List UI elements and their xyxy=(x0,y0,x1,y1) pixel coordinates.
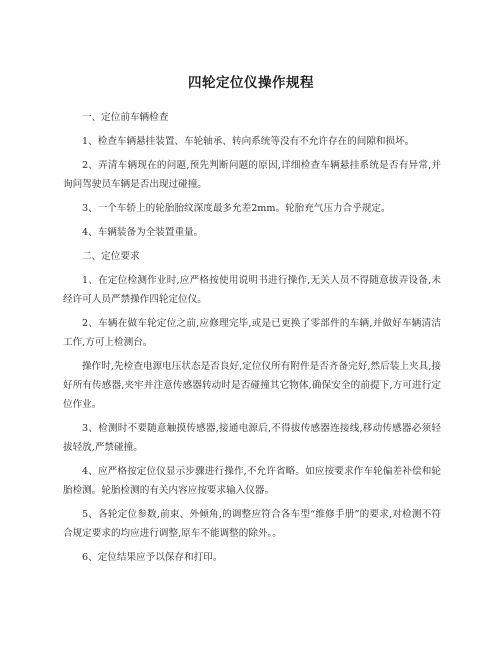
paragraph: 3、一个车轿上的轮胎胎纹深度最多允差2mm。轮胎充气压力合乎规定。 xyxy=(82,203,391,214)
paragraph: 5、各轮定位参数,前束、外倾角,的调整应符合各车型“维修手册”的要求,对检测不符合规定要求的均应进行调整,原车不能调整的除外。。 xyxy=(63,509,441,539)
paragraph: 3、检测时不要随意触摸传感器,接通电源后,不得拔传感器连接线,移动传感器必须轻拔轻放,严禁碰撞。 xyxy=(63,423,441,453)
paragraph: 1、检查车辆悬挂装置、车轮轴承、转向系统等没有不允许存在的间隙和损坏。 xyxy=(82,136,415,147)
paragraph: 2、弄清车辆现在的问题,预先判断问题的原因,详细检查车辆悬挂系统是否有异常,并询问驾驶员车辆是否出现过碰撞。 xyxy=(63,160,441,190)
section-heading: 二、定位要求 xyxy=(82,251,140,262)
paragraph: 1、在定位检测作业时,应严格按使用说明书进行操作,无关人员不得随意拔弄设备,未经许可人员严禁操作四轮定位仪。 xyxy=(63,275,441,305)
document-body xyxy=(63,108,441,572)
paragraph: 操作时,先检查电源电压状态是否良好,定位仪所有附件是否齐备完好,然后装上夹具,接好所有传感器,夹牢并注意传感器转动时是否碰撞其它物体,确保安全的前提下,方可进行定位作业。 xyxy=(63,361,441,410)
paragraph: 4、应严格按定位仪显示步骤进行操作,不允许省略。如应按要求作车轮偏差补偿和轮胎检测。轮胎检测的有关内容应按要求输入仪器。 xyxy=(63,466,441,496)
section-heading: 一、定位前车辆检查 xyxy=(82,112,169,123)
paragraph: 2、车辆在做车轮定位之前,应修理完毕,或是已更换了零部件的车辆,并做好车辆清洁工作,方可上检测台。 xyxy=(63,318,441,348)
document-title: 四轮定位仪操作规程 xyxy=(188,75,314,91)
paragraph: 6、定位结果应予以保存和打印。 xyxy=(82,552,223,563)
paragraph: 4、车辆装备为全装置重量。 xyxy=(82,227,204,238)
